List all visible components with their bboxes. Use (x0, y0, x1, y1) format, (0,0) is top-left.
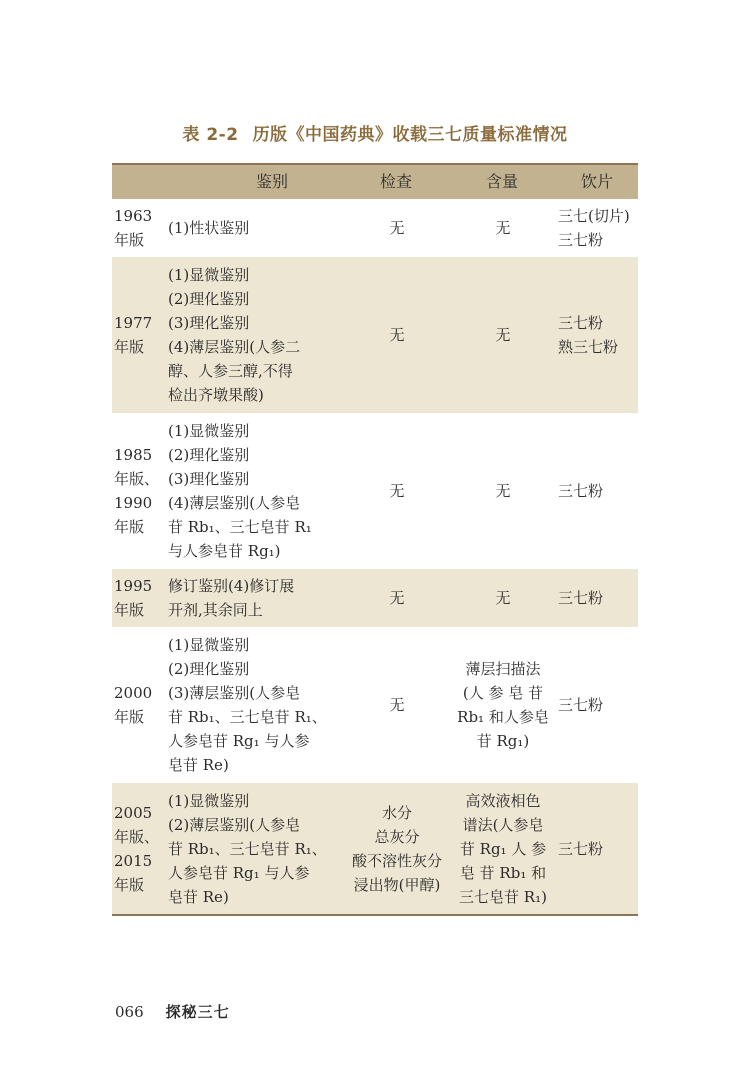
table-row (112, 199, 638, 257)
content-cell (448, 569, 556, 627)
year-cell (112, 199, 166, 257)
cell-line: (4)薄层鉴别(人参二 (168, 338, 301, 356)
cell-line: 无 (495, 326, 511, 344)
year-cell (112, 257, 166, 413)
table-row (112, 413, 638, 569)
header-year (112, 164, 166, 199)
identification-cell (166, 783, 344, 915)
year-cell (112, 569, 166, 627)
quality-standards-table (112, 163, 638, 916)
cell-line: 无 (389, 589, 405, 607)
cell-line: (1)显微鉴别 (168, 266, 250, 284)
table-header-row (112, 164, 638, 199)
cell-line: 年版 (114, 518, 145, 536)
page-footer (115, 1001, 230, 1022)
decoction-pieces-cell (556, 783, 638, 915)
decoction-pieces-cell (556, 413, 638, 569)
page-number: 066 (115, 1003, 144, 1021)
content-cell (448, 413, 556, 569)
cell-line: (3)薄层鉴别(人参皂 (168, 684, 301, 702)
cell-line: (1)显微鉴别 (168, 791, 250, 810)
inspection-cell (344, 199, 448, 257)
cell-line: 年版 (114, 875, 145, 894)
cell-line: 苷 Rg₁) (476, 732, 530, 750)
table-title: 历版《中国药典》收载三七质量标准情况 (252, 125, 568, 145)
cell-line: 1985 (114, 446, 153, 464)
table-number: 表 2-2 (182, 125, 239, 145)
decoction-pieces-cell (556, 627, 638, 783)
cell-line: 年版、 (114, 470, 160, 488)
cell-line: 醇、人参三醇,不得 (168, 362, 293, 380)
book-title: 探秘三七 (165, 1003, 230, 1021)
cell-line: 年版 (114, 601, 145, 619)
inspection-cell (344, 783, 448, 915)
cell-line: 苷 Rg₁ 人 参 (459, 839, 547, 858)
cell-line: 苷 Rb₁、三七皂苷 R₁、 (168, 708, 327, 726)
cell-line: 修订鉴别(4)修订展 (168, 577, 295, 595)
content-cell (448, 199, 556, 257)
inspection-cell (344, 413, 448, 569)
decoction-pieces-cell (556, 569, 638, 627)
cell-line: 无 (389, 696, 405, 714)
cell-line: (2)理化鉴别 (168, 660, 250, 678)
cell-line: 开剂,其余同上 (168, 601, 263, 619)
cell-line: (1)显微鉴别 (168, 422, 250, 440)
cell-line: 苷 Rb₁、三七皂苷 R₁ (168, 518, 312, 536)
table-row (112, 569, 638, 627)
content-cell (448, 257, 556, 413)
cell-line: 薄层扫描法 (465, 660, 541, 678)
cell-line: 三七粉 (558, 314, 604, 332)
year-cell (112, 783, 166, 915)
cell-line: 三七粉 (558, 589, 604, 607)
cell-line: 与人参皂苷 Rg₁) (168, 542, 281, 560)
cell-line: (3)理化鉴别 (168, 314, 250, 332)
cell-line: 三七粉 (558, 696, 604, 714)
cell-line: 三七皂苷 R₁) (459, 887, 547, 906)
cell-line: 皂苷 Re) (168, 887, 229, 906)
cell-line: 总灰分 (374, 827, 420, 846)
table-row (112, 257, 638, 413)
cell-line: 三七粉 (558, 839, 604, 858)
cell-line: (2)薄层鉴别(人参皂 (168, 815, 301, 834)
cell-line: 谱法(人参皂 (462, 815, 544, 834)
cell-line: 三七粉 (558, 231, 604, 249)
cell-line: (2)理化鉴别 (168, 290, 250, 308)
cell-line: 高效液相色 (465, 791, 541, 810)
cell-line: 酸不溶性灰分 (351, 851, 442, 870)
identification-cell (166, 257, 344, 413)
cell-line: 水分 (381, 803, 412, 822)
cell-line: 年版 (114, 231, 145, 249)
table-row (112, 627, 638, 783)
cell-line: 无 (389, 482, 405, 500)
cell-line: 1977 (114, 314, 153, 332)
cell-line: 苷 Rb₁、三七皂苷 R₁、 (168, 839, 327, 858)
cell-line: 年版、 (114, 827, 160, 846)
identification-cell (166, 627, 344, 783)
cell-line: 2005 (114, 803, 153, 822)
header-decoction-pieces: 饮片 (556, 164, 638, 199)
cell-line: 1963 (114, 207, 153, 225)
year-cell (112, 413, 166, 569)
table-caption (0, 120, 750, 145)
cell-line: 熟三七粉 (558, 338, 619, 356)
header-inspection: 检查 (344, 164, 448, 199)
inspection-cell (344, 569, 448, 627)
year-cell (112, 627, 166, 783)
inspection-cell (344, 627, 448, 783)
cell-line: 无 (389, 219, 405, 237)
cell-line: (人 参 皂 苷 (462, 684, 544, 702)
cell-line: (4)薄层鉴别(人参皂 (168, 494, 301, 512)
table-row (112, 783, 638, 915)
inspection-cell (344, 257, 448, 413)
cell-line: (2)理化鉴别 (168, 446, 250, 464)
cell-line: 无 (495, 482, 511, 500)
cell-line: 人参皂苷 Rg₁ 与人参 (168, 732, 310, 750)
identification-cell (166, 199, 344, 257)
cell-line: 三七(切片) (558, 207, 630, 225)
cell-line: 年版 (114, 708, 145, 726)
cell-line: 2000 (114, 684, 153, 702)
cell-line: 无 (495, 219, 511, 237)
cell-line: 皂 苷 Rb₁ 和 (459, 863, 547, 882)
cell-line: 无 (495, 589, 511, 607)
identification-cell (166, 413, 344, 569)
cell-line: 2015 (114, 851, 153, 870)
cell-line: (1)性状鉴别 (168, 219, 250, 237)
cell-line: 无 (389, 326, 405, 344)
cell-line: 三七粉 (558, 482, 604, 500)
cell-line: 皂苷 Re) (168, 756, 229, 774)
cell-line: 浸出物(甲醇) (353, 875, 441, 894)
cell-line: Rb₁ 和人参皂 (457, 708, 549, 726)
cell-line: 1995 (114, 577, 153, 595)
content-cell (448, 627, 556, 783)
header-content: 含量 (448, 164, 556, 199)
cell-line: (3)理化鉴别 (168, 470, 250, 488)
cell-line: 人参皂苷 Rg₁ 与人参 (168, 863, 310, 882)
cell-line: 年版 (114, 338, 145, 356)
decoction-pieces-cell (556, 199, 638, 257)
table-body (112, 199, 638, 915)
cell-line: 1990 (114, 494, 153, 512)
header-identification: 鉴别 (166, 164, 344, 199)
decoction-pieces-cell (556, 257, 638, 413)
content-cell (448, 783, 556, 915)
cell-line: (1)显微鉴别 (168, 636, 250, 654)
identification-cell (166, 569, 344, 627)
cell-line: 检出齐墩果酸) (168, 386, 264, 404)
